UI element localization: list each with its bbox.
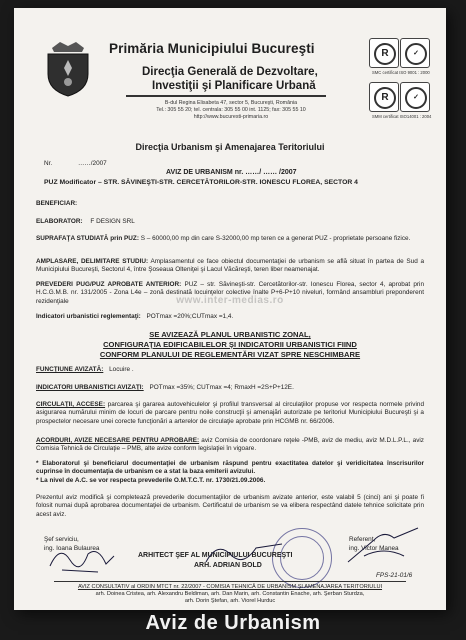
document-page	[14, 8, 446, 610]
note-elaborator: * Elaboratorul şi beneficiarul documentaţiei de urbanism răspund pentru exactitatea datelor şi veridicitatea înscrisurilor cuprinse în documentaţia de urbanism ce a stat la baza emiterii avizului.	[36, 460, 424, 476]
bucharest-coat-of-arms-icon	[44, 38, 92, 98]
iso-certification-logo-2: R	[369, 82, 399, 112]
consult-line3: arh. Dorin Ştefan, arh. Viorel Hurduc	[184, 598, 276, 604]
suprafata-paragraph	[36, 235, 424, 243]
suprafata-label: SUPRAFAŢA STUDIATĂ prin PUZ:	[36, 235, 139, 242]
aviz-heading-line3: CONFORM PLANULUI DE REGLEMENTĂRI VIZAT SPRE NESCHIMBARE	[99, 350, 361, 359]
acorduri-label: ACORDURI, AVIZE NECESARE PENTRU APROBARE:	[36, 437, 200, 444]
signature-center-icon	[204, 538, 284, 568]
nr-label: Nr.	[44, 160, 53, 167]
beneficiar-label: BENEFICIAR:	[36, 200, 78, 207]
indicatori-avizati-value: POTmax =35%; CUTmax =4; RmaxH =2S+P+12E.	[149, 384, 294, 391]
footer-divider	[54, 581, 406, 582]
prevederi-label: PREVEDERI PUG/PUZ APROBATE ANTERIOR:	[36, 281, 182, 288]
directorate-line2: Investiţii şi Planificare Urbană	[152, 80, 316, 92]
institution-title: Primăria Municipiului Bucureşti	[109, 41, 315, 56]
website-line: http://www.bucuresti-primaria.ro	[193, 114, 269, 120]
cert-caption-iso9001: SMC certificat ISO 9001 : 2000	[372, 70, 430, 75]
note-omtct: * La nivel de A.C. se vor respecta prevederile O.M.T.C.T. nr. 1730/21.09.2006.	[36, 477, 266, 484]
sig-right-name: ing. Victor Manea	[349, 545, 399, 552]
signature-right-icon	[344, 526, 424, 568]
header-divider	[126, 95, 326, 97]
aviz-number-line: AVIZ DE URBANISM nr. ……/ …… /2007	[166, 169, 297, 176]
ukas-certification-logo: ✓	[400, 38, 430, 68]
sig-center-title: ARHITECT ŞEF AL MUNICIPIULUI BUCUREŞTI	[138, 552, 293, 559]
elaborator-value: F DESIGN SRL	[90, 218, 135, 225]
suprafata-value: S – 60000,00 mp din care S-32000,00 mp teren ce a generat PUZ - proprietate persoane fizice.	[140, 235, 411, 242]
acorduri-value: aviz Comisia de coordonare reţele -PMB, aviz de mediu, aviz M.D.L.P.L., aviz Comisia Tehnică de Circulaţie – PMB, alte avize conform legislaţiei în vigoare.	[36, 437, 425, 453]
indicatori-anterior-line	[36, 313, 424, 321]
iso-certification-logo: R	[369, 38, 399, 68]
prevederi-value: PUZ – str. Săvineşti-str. Cercetătorilor-str. Ionescu Florea, sector 4, aprobat prin H.C.G.M.B. nr. 131/2005 - Zona L4e – zonă destinată locuinţelor colective înalte P+6-P+10 niveluri, formând ansambluri preponderent rezidenţiale	[36, 281, 424, 305]
ukas-certification-logo-2: ✓	[400, 82, 430, 112]
sig-right-title: Referent,	[349, 536, 376, 543]
aviz-heading-line2: CONFIGURAŢIA EDIFICABILELOR ŞI INDICATORII URBANISTICI FIIND	[103, 340, 357, 349]
circulatii-paragraph	[36, 401, 424, 426]
signature-left-icon	[48, 536, 118, 576]
indicatori-avizati-line	[36, 384, 424, 392]
indicatori-avizati-label: INDICATORI URBANISTICI AVIZAŢI:	[36, 384, 144, 391]
sig-left-name: ing. Ioana Bulaurea	[44, 545, 100, 552]
consult-line2: arh. Doinea Cristea, arh. Alexandru Beldiman, arh. Dan Marin, arh. Constantin Enache, arh. Şerban Sturdza,	[95, 591, 365, 597]
amplasare-value: Amplasamentul ce face obiectul documentaţiei de urbanism se află situat în partea de Sud a Municipiului Bucureşti, Sectorul 4, între Şoseaua Olteniţei şi Lacul Văcăreşti, teren liber neamenajat.	[36, 258, 424, 274]
elaborator-label: ELABORATOR:	[36, 218, 83, 225]
puz-line: PUZ Modificator – STR. SĂVINEŞTI-STR. CERCETĂTORILOR-STR. IONESCU FLOREA, SECTOR 4	[44, 179, 358, 186]
acorduri-paragraph	[36, 437, 424, 454]
nr-value: ……/2007	[77, 160, 107, 167]
consult-line1: AVIZ CONSULTATIV al ORDIN MTCT nr. 22/2007 - COMISIA TEHNICĂ DE URBANISM ŞI AMENAJAREA TERITORIULUI	[77, 584, 383, 590]
sig-center-name: ARH. ADRIAN BOLD	[194, 562, 262, 569]
address-line1: B-dul Regina Elisabeta 47, sector 5, Bucureşti, România	[164, 100, 298, 106]
aviz-heading-line1: SE AVIZEAZĂ PLANUL URBANISTIC ZONAL,	[149, 330, 311, 339]
address-line2: Tel.: 305 55 20; tel. centrala: 305 55 00 int. 1125; fax: 305 55 10	[156, 107, 306, 113]
functiune-label: FUNCŢIUNE AVIZATĂ:	[36, 366, 104, 373]
amplasare-paragraph	[36, 258, 424, 275]
amplasare-label: AMPLASARE, DELIMITARE STUDIU:	[36, 258, 149, 265]
registration-number	[44, 160, 107, 168]
circulatii-value: parcarea şi gararea autovehiculelor şi profilul transversal al circulaţiilor propuse vor respecta normele privind asigurarea numărului minim de locuri de parcare pentru noile construcţii şi amenajări autorizate pe teritoriul Municipiului Bucureşti şi a prospectelor necesare unei corecte funcţionări a arterelor de circulaţie aprobate prin HCGMB nr. 66/2006.	[36, 401, 424, 425]
watermark-text: www.inter-medias.ro	[176, 295, 284, 306]
form-code: FPS-21-01/6	[376, 572, 413, 579]
circulatii-label: CIRCULAŢII, ACCESE:	[36, 401, 106, 408]
sig-left-title: Şef serviciu,	[44, 536, 79, 543]
elaborator-line	[36, 218, 424, 226]
closing-paragraph: Prezentul aviz modifică şi completează prevederile documentaţiilor de urbanism avizate anterior, este valabil 5 (cinci) ani şi poate fi folosit numai după aprobarea documentaţiei de urbanism. Certificatul de urbanism se va elibera respectând datele tehnice solicitate prin acest aviz.	[36, 494, 424, 518]
indicatori-anterior-label: Indicatori urbanistici reglementaţi:	[36, 313, 141, 320]
functiune-line	[36, 366, 424, 374]
directorate-line1: Direcţia Generală de Dezvoltare,	[142, 66, 318, 78]
functiune-value: Locuire .	[109, 366, 134, 373]
cert-caption-iso14001: SMM certificat ISO14001 : 2004	[372, 114, 432, 119]
section-title: Direcţia Urbanism şi Amenajarea Teritoriului	[135, 142, 325, 152]
image-caption: Aviz de Urbanism	[145, 612, 321, 634]
indicatori-anterior-value: POTmax =20%;CUTmax =1,4.	[146, 313, 234, 320]
